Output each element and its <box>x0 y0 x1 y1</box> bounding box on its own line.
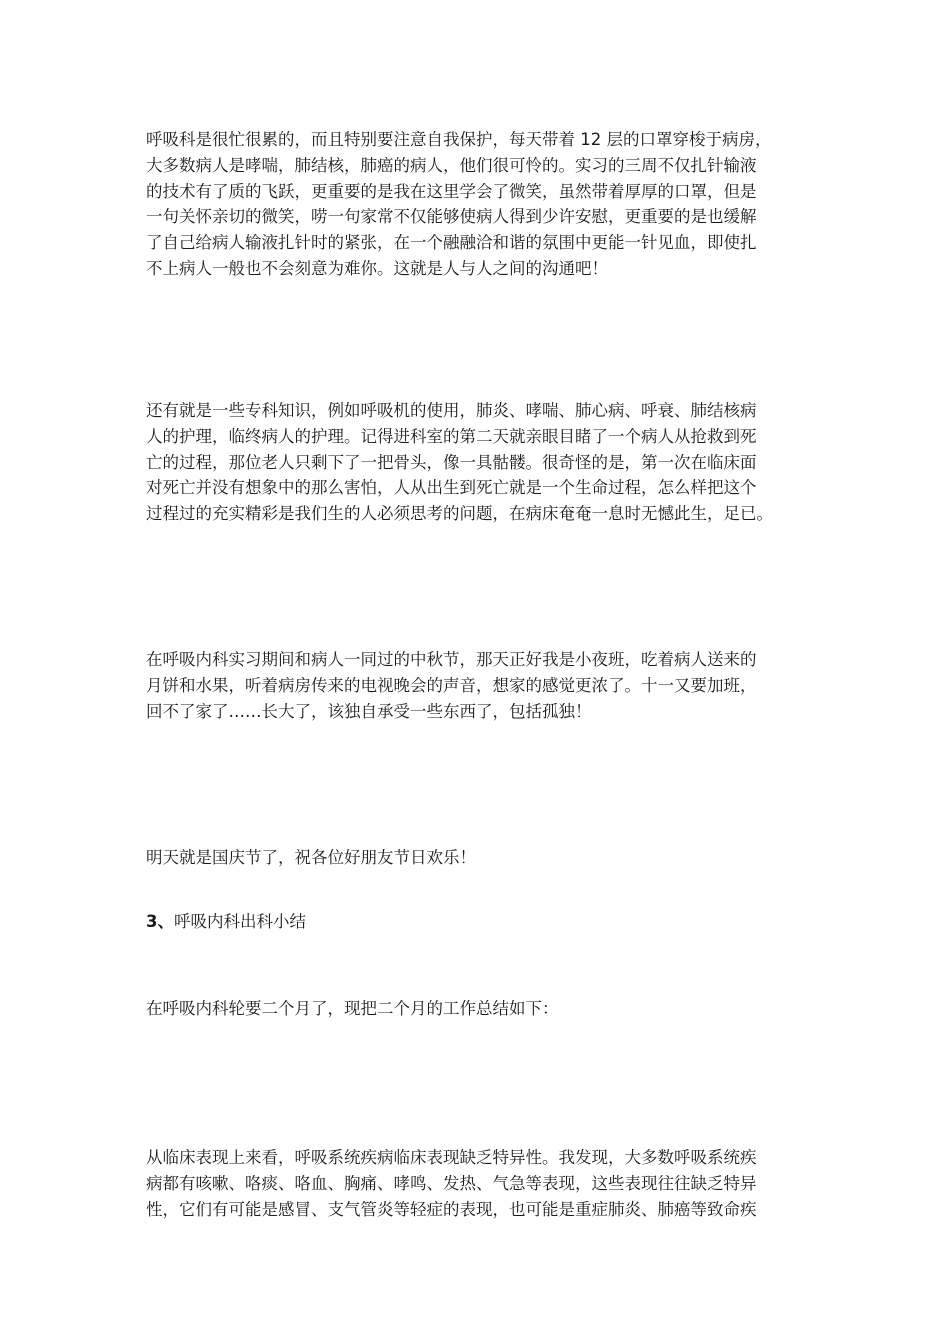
text-line: 还有就是一些专科知识，例如呼吸机的使用，肺炎、哮喘、肺心病、呼衰、肺结核病 <box>146 401 757 420</box>
text-line: 大多数病人是哮喘，肺结核，肺癌的病人，他们很可怜的。实习的三周不仅扎针输液 <box>146 155 757 175</box>
section-number: 3、 <box>146 912 174 931</box>
paragraph-specialty-knowledge <box>146 398 806 527</box>
paragraph-clinical-presentation <box>146 1145 806 1222</box>
text-line: 过程过的充实精彩是我们生的人必须思考的问题，在病床奄奄一息时无憾此生，足已。 <box>146 504 773 524</box>
paragraph-national-day <box>146 845 806 871</box>
text-line: 病都有咳嗽、咯痰、咯血、胸痛、哮鸣、发热、气急等表现，这些表现往往缺乏特异 <box>146 1173 757 1193</box>
text-line: 一句关怀亲切的微笑，唠一句家常不仅能够使病人得到少许安慰，更重要的是也缓解 <box>146 207 757 227</box>
text-line: 人的护理，临终病人的护理。记得进科室的第二天就亲眼目睹了一个病人从抢救到死 <box>146 426 757 446</box>
text-line: 亡的过程，那位老人只剩下了一把骨头，像一具骷髅。很奇怪的是，第一次在临床面 <box>146 452 757 472</box>
text-line: 呼吸科是很忙很累的，而且特别要注意自我保护，每天带着 12 层的口罩穿梭于病房， <box>146 130 772 149</box>
text-line: 在呼吸内科轮要二个月了，现把二个月的工作总结如下： <box>146 999 559 1018</box>
text-line: 明天就是国庆节了，祝各位好朋友节日欢乐！ <box>146 848 476 867</box>
text-line: 月饼和水果，听着病房传来的电视晚会的声音，想家的感觉更浓了。十一又要加班， <box>146 675 757 695</box>
section-title: 呼吸内科出科小结 <box>173 912 306 931</box>
text-line: 在呼吸内科实习期间和病人一同过的中秋节，那天正好我是小夜班，吃着病人送来的 <box>146 650 757 669</box>
text-line: 不上病人一般也不会刻意为难你。这就是人与人之间的沟通吧！ <box>146 258 608 278</box>
text-line: 从临床表现上来看，呼吸系统疾病临床表现缺乏特异性。我发现，大多数呼吸系统疾 <box>146 1148 757 1167</box>
section-heading <box>146 909 306 935</box>
text-line: 的技术有了质的飞跃，更重要的是我在这里学会了微笑，虽然带着厚厚的口罩，但是 <box>146 181 757 201</box>
text-line: 对死亡并没有想象中的那么害怕，人从出生到死亡就是一个生命过程，怎么样把这个 <box>146 478 757 498</box>
text-line: 性，它们有可能是感冒、支气管炎等轻症的表现，也可能是重症肺炎、肺癌等致命疾 <box>146 1199 757 1219</box>
paragraph-summary-intro <box>146 996 806 1022</box>
text-line: 了自己给病人输液扎针时的紧张，在一个融融洽和谐的氛围中更能一针见血，即使扎 <box>146 233 757 253</box>
text-line: 回不了家了……长大了，该独自承受一些东西了，包括孤独！ <box>146 701 592 721</box>
paragraph-mid-autumn <box>146 647 806 724</box>
paragraph-respiratory-busy <box>146 127 806 282</box>
